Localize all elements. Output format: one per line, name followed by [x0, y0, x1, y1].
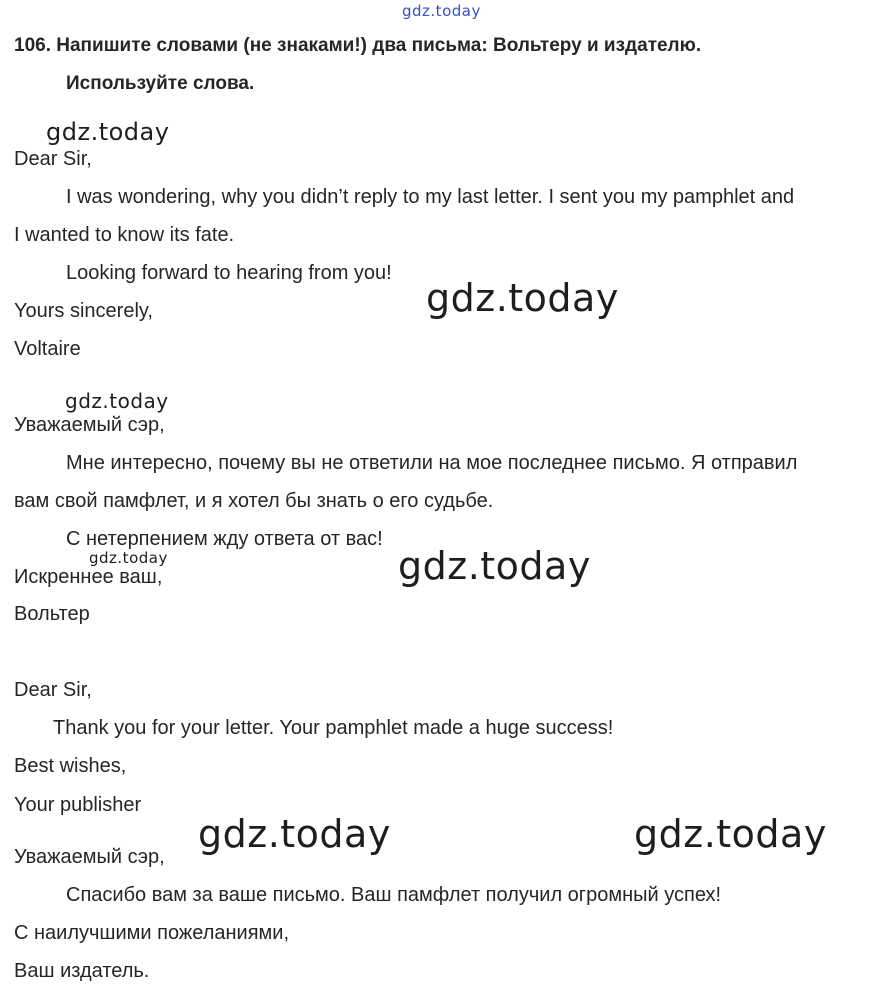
watermark-3: gdz.today: [65, 389, 169, 413]
watermark-7: gdz.today: [634, 812, 827, 856]
letter2-en-body: Thank you for your letter. Your pamphlet made a huge success!: [53, 717, 614, 739]
letter1-en-body-line2: I wanted to know its fate.: [14, 224, 235, 246]
watermark-6: gdz.today: [198, 812, 391, 856]
letter1-en-closing: Looking forward to hearing from you!: [66, 262, 392, 284]
letter2-ru-signature: Ваш издатель.: [14, 960, 150, 982]
letter2-en-signoff: Best wishes,: [14, 755, 127, 777]
letter2-ru-body: Спасибо вам за ваше письмо. Ваш памфлет получил огромный успех!: [66, 884, 722, 906]
letter1-en-signature: Voltaire: [14, 338, 81, 360]
letter1-en-greeting: Dear Sir,: [14, 148, 92, 170]
letter1-ru-greeting: Уважаемый сэр,: [14, 414, 165, 436]
letter2-ru-signoff: С наилучшими пожеланиями,: [14, 922, 290, 944]
letter1-en-signoff: Yours sincerely,: [14, 300, 153, 322]
letter1-ru-closing: С нетерпением жду ответа от вас!: [66, 528, 383, 550]
letter1-ru-body-line1: Мне интересно, почему вы не ответили на мое последнее письмо. Я отправил: [66, 452, 798, 474]
watermark-2: gdz.today: [426, 276, 619, 320]
letter1-en-body-line1: I was wondering, why you didn’t reply to my last letter. I sent you my pamphlet and: [66, 186, 795, 208]
task-heading-line1: 106. Напишите словами (не знаками!) два письма: Вольтеру и издателю.: [14, 35, 702, 56]
watermark-top: gdz.today: [402, 2, 481, 20]
letter1-ru-signature: Вольтер: [14, 603, 90, 625]
letter1-ru-body-line2: вам свой памфлет, и я хотел бы знать о его судьбе.: [14, 490, 494, 512]
letter2-en-signature: Your publisher: [14, 794, 142, 816]
watermark-4: gdz.today: [89, 549, 168, 567]
letter1-ru-signoff: Искреннее ваш,: [14, 566, 163, 588]
letter2-en-greeting: Dear Sir,: [14, 679, 92, 701]
letter2-ru-greeting: Уважаемый сэр,: [14, 846, 165, 868]
watermark-5: gdz.today: [398, 544, 591, 588]
watermark-1: gdz.today: [46, 118, 170, 146]
task-heading-line2: Используйте слова.: [66, 73, 255, 94]
